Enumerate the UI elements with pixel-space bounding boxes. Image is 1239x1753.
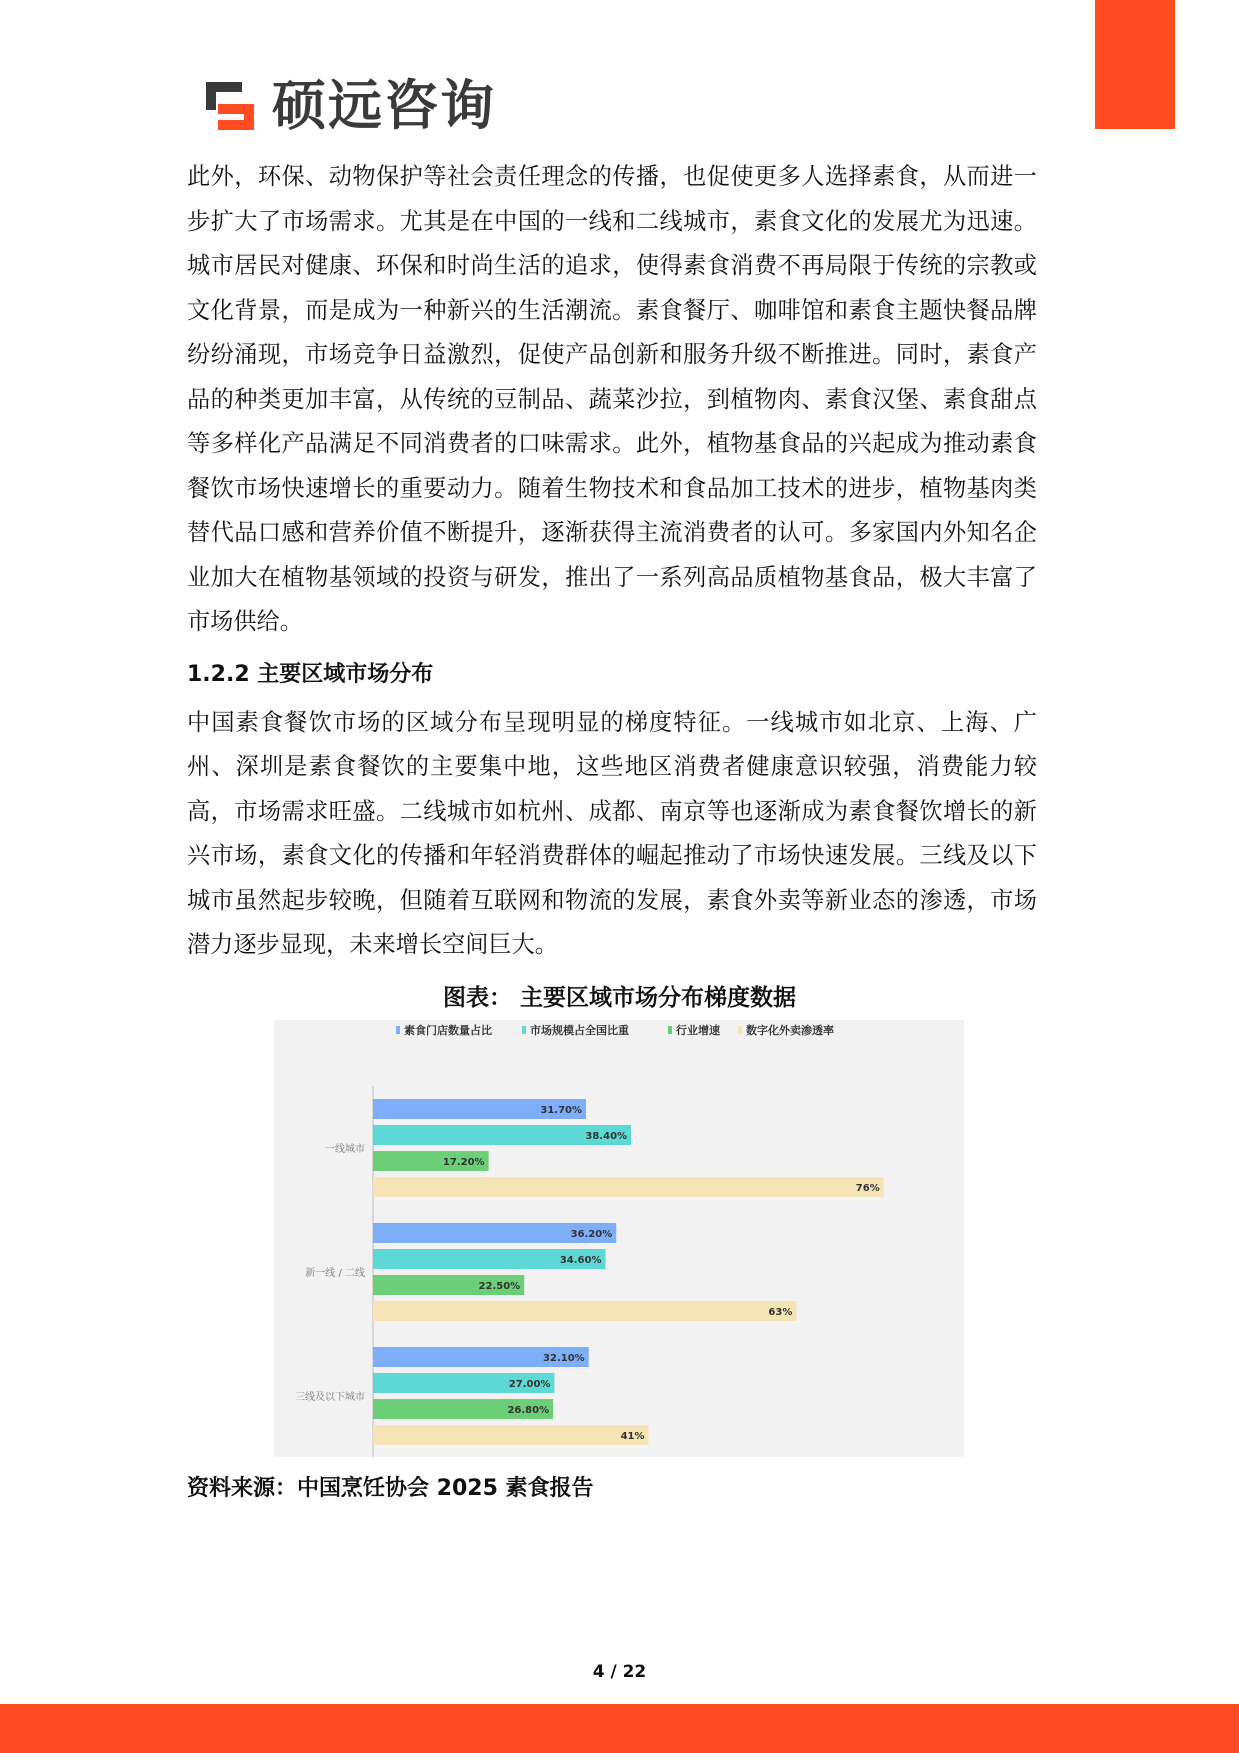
bar-value-label: 22.50% bbox=[478, 1281, 521, 1292]
legend-label: 素食门店数量占比 bbox=[404, 1024, 492, 1037]
bar-value-label: 36.20% bbox=[570, 1229, 613, 1240]
bar-value-label: 76% bbox=[855, 1183, 880, 1194]
body-paragraph: 此外，环保、动物保护等社会责任理念的传播，也促使更多人选择素食，从而进一步扩大了市场需求。尤其是在中国的一线和二线城市，素食文化的发展尤为迅速。城市居民对健康、环保和时尚生活的追求，使得素食消费不再局限于传统的宗教或文化背景，而是成为一种新兴的生活潮流。素食餐厅、咖啡馆和素食主题快餐品牌纷纷涌现，市场竞争日益激烈，促使产品创新和服务升级不断推进。同时，素食产品的种类更加丰富，从传统的豆制品、蔬菜沙拉，到植物肉、素食汉堡、素食甜点等多样化产品满足不同消费者的口味需求。此外，植物基食品的兴起成为推动素食餐饮市场快速增长的重要动力。随着生物技术和食品加工技术的进步，植物基肉类替代品口感和营养价值不断提升，逐渐获得主流消费者的认可。多家国内外知名企业加大在植物基领域的投资与研发，推出了一系列高品质植物基食品，极大丰富了市场供给。 bbox=[187, 163, 1037, 635]
legend-swatch bbox=[668, 1026, 672, 1034]
footer-accent-band bbox=[0, 1704, 1239, 1753]
legend-swatch bbox=[738, 1026, 742, 1034]
figure-title: 图表： 主要区域市场分布梯度数据 bbox=[442, 985, 796, 1011]
legend-swatch bbox=[522, 1026, 526, 1034]
bar bbox=[373, 1177, 884, 1197]
legend-label: 市场规模占全国比重 bbox=[530, 1024, 629, 1037]
section-paragraph: 中国素食餐饮市场的区域分布呈现明显的梯度特征。一线城市如北京、上海、广州、深圳是素食餐饮的主要集中地，这些地区消费者健康意识较强，消费能力较高，市场需求旺盛。二线城市如杭州、成都、南京等也逐渐成为素食餐饮增长的新兴市场，素食文化的传播和年轻消费群体的崛起推动了市场快速发展。三线及以下城市虽然起步较晚，但随着互联网和物流的发展，素食外卖等新业态的渗透，市场潜力逐步显现，未来增长空间巨大。 bbox=[187, 708, 1037, 958]
bar-value-label: 38.40% bbox=[585, 1131, 628, 1142]
bar-chart bbox=[274, 1020, 964, 1457]
legend-label: 数字化外卖渗透率 bbox=[746, 1024, 834, 1037]
brand-mark-icon bbox=[202, 78, 258, 134]
category-label: 新一线 / 二线 bbox=[305, 1268, 365, 1279]
bar-value-label: 31.70% bbox=[540, 1105, 583, 1116]
figure-source: 资料来源：中国烹饪协会 2025 素食报告 bbox=[187, 1476, 594, 1501]
bar-value-label: 34.60% bbox=[559, 1255, 602, 1266]
main-content bbox=[187, 155, 1037, 968]
bar bbox=[373, 1301, 796, 1321]
brand-logo bbox=[202, 74, 496, 137]
chart-canvas bbox=[274, 1020, 964, 1457]
bar-value-label: 63% bbox=[768, 1307, 793, 1318]
section-heading: 1.2.2 主要区域市场分布 bbox=[187, 661, 434, 687]
bar-value-label: 32.10% bbox=[543, 1353, 585, 1364]
legend-label: 行业增速 bbox=[676, 1024, 720, 1037]
legend-swatch bbox=[396, 1026, 400, 1034]
brand-name: 硕远咨询 bbox=[272, 74, 496, 137]
bar-value-label: 26.80% bbox=[507, 1405, 550, 1416]
category-label: 一线城市 bbox=[325, 1144, 365, 1155]
bar bbox=[373, 1425, 649, 1445]
category-label: 三线及以下城市 bbox=[295, 1392, 365, 1403]
bar-value-label: 41% bbox=[620, 1431, 645, 1442]
bar-value-label: 17.20% bbox=[442, 1157, 485, 1168]
page-number: 4 / 22 bbox=[592, 1662, 647, 1682]
corner-accent-block bbox=[1095, 0, 1175, 129]
bar-value-label: 27.00% bbox=[508, 1379, 551, 1390]
